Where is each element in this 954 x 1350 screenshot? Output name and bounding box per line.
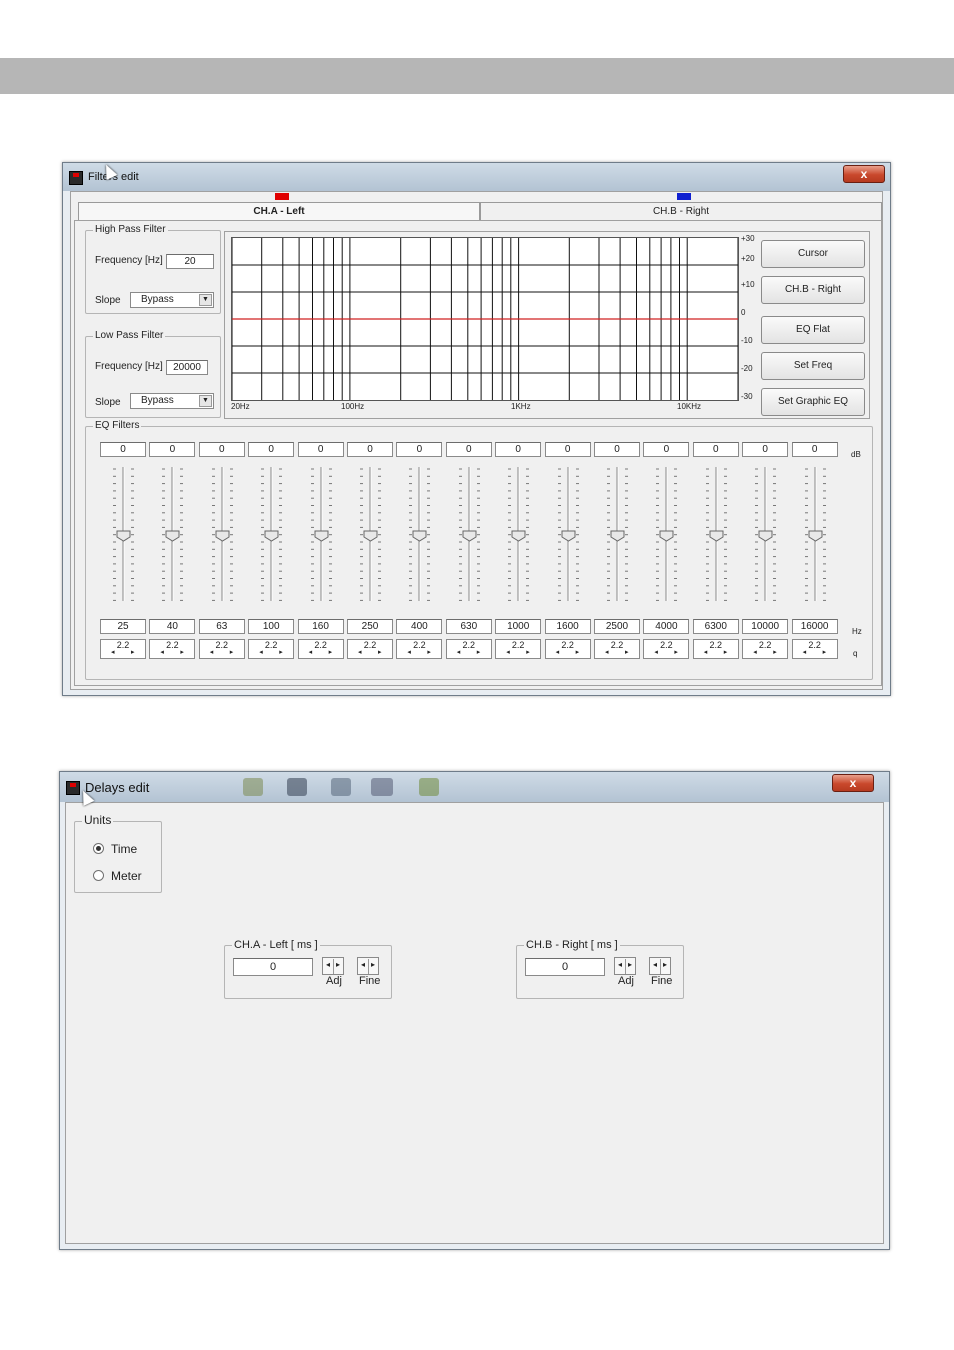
chevron-left-icon[interactable]: ◂: [407, 649, 411, 656]
close-button[interactable]: x: [843, 165, 885, 183]
eq-gain-slider[interactable]: [350, 465, 390, 605]
gain-unit-label: dB: [851, 450, 861, 459]
eq-gain-input[interactable]: 0: [693, 442, 739, 457]
tab-b-color-marker: [677, 193, 691, 200]
chevron-left-icon[interactable]: ◂: [160, 649, 164, 656]
eq-gain-input[interactable]: 0: [742, 442, 788, 457]
eq-gain-input[interactable]: 0: [446, 442, 492, 457]
filters-title-bar[interactable]: [63, 163, 890, 191]
tab-ch-b-right[interactable]: CH.B - Right: [480, 202, 882, 221]
ch-b-adj-spinner[interactable]: ◂ ▸: [614, 957, 636, 975]
eq-freq-input[interactable]: 40: [149, 619, 195, 634]
eq-gain-slider[interactable]: [152, 465, 192, 605]
chevron-right-icon[interactable]: ▸: [575, 649, 580, 656]
ch-b-delay-legend: CH.B - Right [ ms ]: [526, 939, 618, 951]
eq-gain-slider[interactable]: [399, 465, 439, 605]
ch-a-adj-spinner[interactable]: ◂ ▸: [322, 957, 344, 975]
eq-q-spinner[interactable]: [298, 639, 344, 659]
chevron-right-icon[interactable]: ▸: [279, 649, 283, 656]
eq-freq-input[interactable]: 16000: [792, 619, 838, 634]
eq-q-value: 2.2: [808, 640, 821, 650]
chevron-left-icon[interactable]: ◂: [308, 649, 313, 656]
ch-b-delay-input[interactable]: 0: [525, 958, 605, 976]
eq-q-spinner[interactable]: [199, 639, 245, 659]
eq-q-value: 2.2: [215, 640, 229, 650]
y-label-p10: +10: [741, 280, 755, 289]
lp-frequency-input[interactable]: 20000: [166, 360, 208, 375]
eq-flat-button[interactable]: EQ Flat: [761, 316, 865, 344]
time-label[interactable]: Time: [111, 842, 138, 856]
chevron-left-icon[interactable]: ◂: [259, 649, 263, 656]
filters-window-title: Filters edit: [88, 171, 139, 183]
chevron-left-icon[interactable]: ◂: [605, 649, 609, 656]
eq-gain-slider[interactable]: [498, 465, 538, 605]
low-pass-group: [85, 330, 221, 418]
eq-gain-input[interactable]: 0: [545, 442, 591, 457]
eq-q-value: 2.2: [314, 640, 327, 650]
chevron-left-icon[interactable]: ◂: [456, 649, 461, 656]
x-label-100hz: 100Hz: [341, 402, 365, 411]
units-legend: Units: [84, 813, 112, 827]
lp-slope-select[interactable]: [130, 393, 214, 409]
chevron-left-icon[interactable]: ◂: [753, 649, 757, 656]
eq-q-spinner[interactable]: [792, 639, 838, 659]
chevron-down-icon[interactable]: ▼: [199, 395, 212, 407]
eq-freq-input[interactable]: 25: [100, 619, 146, 634]
chevron-left-icon[interactable]: ◂: [703, 649, 708, 656]
cursor-button[interactable]: Cursor: [761, 240, 865, 268]
eq-q-spinner[interactable]: [100, 639, 146, 659]
eq-q-spinner[interactable]: [594, 639, 640, 659]
eq-gain-slider[interactable]: [597, 465, 637, 605]
frequency-response-graph[interactable]: [231, 237, 739, 401]
eq-gain-slider[interactable]: [449, 465, 489, 605]
chevron-right-icon[interactable]: ▸: [674, 649, 678, 656]
eq-q-value: 2.2: [264, 640, 278, 650]
eq-freq-input[interactable]: 10000: [742, 619, 788, 634]
eq-gain-input[interactable]: 0: [298, 442, 344, 457]
frequency-grid: [232, 238, 738, 400]
eq-q-value: 2.2: [511, 640, 525, 650]
eq-q-value: 2.2: [709, 640, 723, 650]
eq-freq-input[interactable]: 1600: [545, 619, 591, 634]
toolbar-icon-1[interactable]: [243, 778, 263, 796]
app-icon: [69, 171, 83, 185]
eq-q-spinner[interactable]: [149, 639, 195, 659]
eq-q-spinner[interactable]: [545, 639, 591, 659]
eq-freq-input[interactable]: 6300: [693, 619, 739, 634]
ch-a-delay-group: [224, 939, 392, 999]
time-radio[interactable]: [93, 843, 104, 854]
eq-gain-slider[interactable]: [646, 465, 686, 605]
graph-frame: [224, 231, 870, 419]
eq-freq-input[interactable]: 400: [396, 619, 442, 634]
eq-gain-slider[interactable]: [696, 465, 736, 605]
high-pass-legend: High Pass Filter: [95, 224, 166, 235]
ch-b-delay-group: [516, 939, 684, 999]
ch-a-adj-label: Adj: [326, 975, 342, 987]
chevron-left-icon[interactable]: ◂: [111, 649, 115, 656]
freq-unit-label: Hz: [852, 627, 862, 636]
eq-gain-slider[interactable]: [745, 465, 785, 605]
eq-q-spinner[interactable]: [347, 639, 393, 659]
chevron-down-icon[interactable]: ▼: [199, 294, 212, 306]
set-freq-button[interactable]: Set Freq: [761, 352, 865, 380]
eq-q-value: 2.2: [660, 640, 673, 650]
eq-gain-input[interactable]: 0: [248, 442, 294, 457]
ch-a-delay-input[interactable]: 0: [233, 958, 313, 976]
chevron-right-icon[interactable]: ▸: [229, 649, 234, 656]
hp-slope-select[interactable]: [130, 292, 214, 308]
ch-b-right-button[interactable]: CH.B - Right: [761, 276, 865, 304]
eq-gain-slider[interactable]: [795, 465, 835, 605]
eq-q-value: 2.2: [413, 640, 426, 650]
eq-q-spinner[interactable]: [693, 639, 739, 659]
chevron-right-icon[interactable]: ▸: [526, 649, 530, 656]
lp-slope-value: Bypass: [141, 395, 174, 406]
y-label-p30: +30: [741, 234, 755, 243]
high-pass-group: [85, 224, 221, 314]
chevron-right-icon[interactable]: ▸: [378, 649, 382, 656]
eq-q-spinner[interactable]: [643, 639, 689, 659]
x-label-1khz: 1KHz: [511, 402, 531, 411]
eq-q-value: 2.2: [363, 640, 377, 650]
eq-freq-input[interactable]: 630: [446, 619, 492, 634]
chevron-left-icon[interactable]: ◂: [654, 649, 658, 656]
meter-radio[interactable]: [93, 870, 104, 881]
eq-gain-input[interactable]: 0: [100, 442, 146, 457]
eq-freq-input[interactable]: 160: [298, 619, 344, 634]
eq-gain-input[interactable]: 0: [792, 442, 838, 457]
low-pass-legend: Low Pass Filter: [95, 330, 164, 341]
delays-title-bar[interactable]: [60, 772, 889, 802]
eq-gain-input[interactable]: 0: [347, 442, 393, 457]
eq-gain-slider[interactable]: [202, 465, 242, 605]
tab-ch-a-left[interactable]: CH.A - Left: [78, 202, 480, 221]
ch-a-delay-legend: CH.A - Left [ ms ]: [234, 939, 318, 951]
delays-window-title: Delays edit: [85, 780, 150, 795]
toolbar-icons: [235, 776, 455, 798]
eq-q-value: 2.2: [462, 640, 476, 650]
lp-frequency-label: Frequency [Hz]: [95, 361, 163, 372]
eq-freq-input[interactable]: 250: [347, 619, 393, 634]
page-header-bar: [0, 58, 954, 94]
eq-freq-input[interactable]: 100: [248, 619, 294, 634]
chevron-right-icon[interactable]: ▸: [427, 649, 431, 656]
ch-b-adj-label: Adj: [618, 975, 634, 987]
chevron-left-icon[interactable]: ◂: [506, 649, 510, 656]
chevron-right-icon[interactable]: ▸: [131, 649, 135, 656]
y-label-m10: -10: [741, 336, 753, 345]
chevron-right-icon[interactable]: ▸: [822, 649, 827, 656]
tab-panel: [74, 220, 882, 686]
eq-gain-slider[interactable]: [103, 465, 143, 605]
eq-q-spinner[interactable]: [495, 639, 541, 659]
meter-label[interactable]: Meter: [111, 869, 142, 883]
chevron-right-icon[interactable]: ▸: [773, 649, 777, 656]
eq-gain-slider[interactable]: [251, 465, 291, 605]
tab-a-color-marker: [275, 193, 289, 200]
eq-filters-legend: EQ Filters: [95, 420, 140, 431]
chevron-right-icon[interactable]: ▸: [723, 649, 728, 656]
eq-gain-slider[interactable]: [301, 465, 341, 605]
ch-a-fine-spinner[interactable]: ◂ ▸: [357, 957, 379, 975]
y-label-0: 0: [741, 308, 746, 317]
set-graphic-eq-button[interactable]: Set Graphic EQ: [761, 388, 865, 416]
chevron-right-icon[interactable]: ▸: [625, 649, 629, 656]
eq-gain-input[interactable]: 0: [643, 442, 689, 457]
eq-q-spinner[interactable]: [446, 639, 492, 659]
eq-gain-input[interactable]: 0: [199, 442, 245, 457]
delays-client-area: [65, 802, 884, 1244]
chevron-left-icon[interactable]: ◂: [555, 649, 560, 656]
toolbar-icon-3[interactable]: [331, 778, 351, 796]
chevron-left-icon[interactable]: ◂: [358, 649, 362, 656]
hp-slope-value: Bypass: [141, 294, 174, 305]
y-label-m30: -30: [741, 392, 753, 401]
lp-slope-label: Slope: [95, 397, 121, 408]
eq-gain-input[interactable]: 0: [594, 442, 640, 457]
eq-q-value: 2.2: [758, 640, 772, 650]
chevron-right-icon[interactable]: ▸: [476, 649, 481, 656]
ch-b-fine-spinner[interactable]: ◂ ▸: [649, 957, 671, 975]
eq-q-value: 2.2: [116, 640, 130, 650]
eq-gain-input[interactable]: 0: [495, 442, 541, 457]
eq-q-value: 2.2: [166, 640, 179, 650]
q-unit-label: q: [853, 649, 858, 658]
filters-edit-window: [62, 162, 891, 696]
eq-filters-group: [85, 420, 873, 680]
delays-edit-window: [59, 771, 890, 1250]
x-label-20hz: 20Hz: [231, 402, 250, 411]
hp-frequency-label: Frequency [Hz]: [95, 255, 163, 266]
eq-gain-input[interactable]: 0: [396, 442, 442, 457]
chevron-left-icon[interactable]: ◂: [209, 649, 214, 656]
chevron-right-icon[interactable]: ▸: [180, 649, 184, 656]
eq-q-spinner[interactable]: [742, 639, 788, 659]
x-label-10khz: 10KHz: [677, 402, 702, 411]
eq-gain-slider[interactable]: [548, 465, 588, 605]
eq-freq-input[interactable]: 4000: [643, 619, 689, 634]
hp-slope-label: Slope: [95, 295, 121, 306]
chevron-left-icon[interactable]: ◂: [802, 649, 807, 656]
eq-freq-input[interactable]: 63: [199, 619, 245, 634]
y-label-m20: -20: [741, 364, 753, 373]
y-label-p20: +20: [741, 254, 755, 263]
eq-q-spinner[interactable]: [396, 639, 442, 659]
toolbar-icon-4[interactable]: [371, 778, 393, 796]
eq-q-spinner[interactable]: [248, 639, 294, 659]
eq-q-value: 2.2: [610, 640, 624, 650]
ch-b-fine-label: Fine: [651, 975, 673, 987]
eq-freq-input[interactable]: 1000: [495, 619, 541, 634]
units-group: [74, 813, 162, 893]
eq-gain-input[interactable]: 0: [149, 442, 195, 457]
close-button[interactable]: x: [832, 774, 874, 792]
hp-frequency-input[interactable]: 20: [166, 254, 214, 269]
toolbar-icon-2[interactable]: [287, 778, 307, 796]
chevron-right-icon[interactable]: ▸: [328, 649, 333, 656]
eq-q-value: 2.2: [561, 640, 574, 650]
toolbar-icon-5[interactable]: [419, 778, 439, 796]
eq-freq-input[interactable]: 2500: [594, 619, 640, 634]
filters-client-area: [70, 191, 883, 690]
ch-a-fine-label: Fine: [359, 975, 381, 987]
